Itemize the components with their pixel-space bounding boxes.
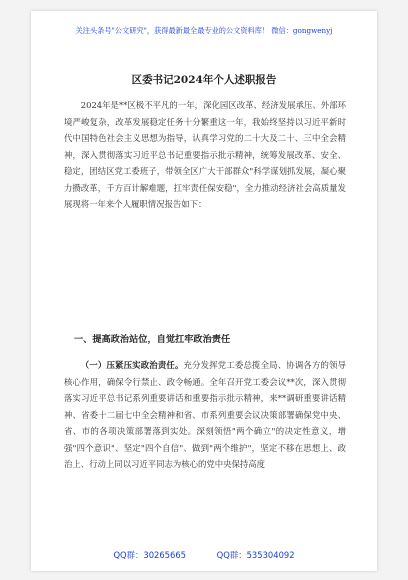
section-heading-1: 一、提高政治站位，自觉扛牢政治责任 — [74, 334, 231, 345]
document-page — [31, 11, 377, 571]
subsection-lead: （一）压紧压实政治责任。 — [80, 360, 184, 370]
subsection-paragraph-1 — [64, 357, 346, 473]
footer-qq-group-1: QQ群：30265665 — [113, 550, 186, 560]
document-title: 区委书记2024年个人述职报告 — [131, 74, 277, 86]
subsection-text: 充分发挥党工委总揽全局、协调各方的领导核心作用，确保令行禁止、政令畅通。全年召开党工委会议**次，深入贯彻落实习近平总书记系列重要讲话和重要指示批示精神，来**调研重要讲话精神、省委十二届七中全会精神和省、市系列重要会议决策部署确保党中央、省、市的各项决策部署落到实处。深刻领悟"两个确立"的决定性意义，增强"四个意识"、坚定"四个自信"、做到"两个维护"，坚定不移在思想上、政治上、行动上同以习近平同志为核心的党中央保持高度 — [64, 360, 347, 469]
header-banner: 关注头条号"公文研究"，获得最新最全最专业的公文资料库！ 微信：gongwenyj — [75, 26, 333, 35]
footer-qq-group-2: QQ群：535304092 — [216, 550, 295, 560]
intro-paragraph: 2024年是**区极不平凡的一年，深化园区改革、经济发展承压、外部环境严峻复杂，改革发展稳定任务十分繁重这一年，我始终坚持以习近平新时代中国特色社会主义思想为指导，认真学习党的二十大及二十、三中全会精神，深入贯彻落实习近平总书记重要指示批示精神，统筹发展改革、安全、稳定，团结区党工委班子，带领全区广大干部群众"科学谋划抓发展，凝心聚力攒改革，千方百计解难题，扛牢责任保安稳"，全力推动经济社会高质量发展现将一年来个人履职情况报告如下： — [64, 100, 346, 209]
footer — [31, 549, 377, 561]
